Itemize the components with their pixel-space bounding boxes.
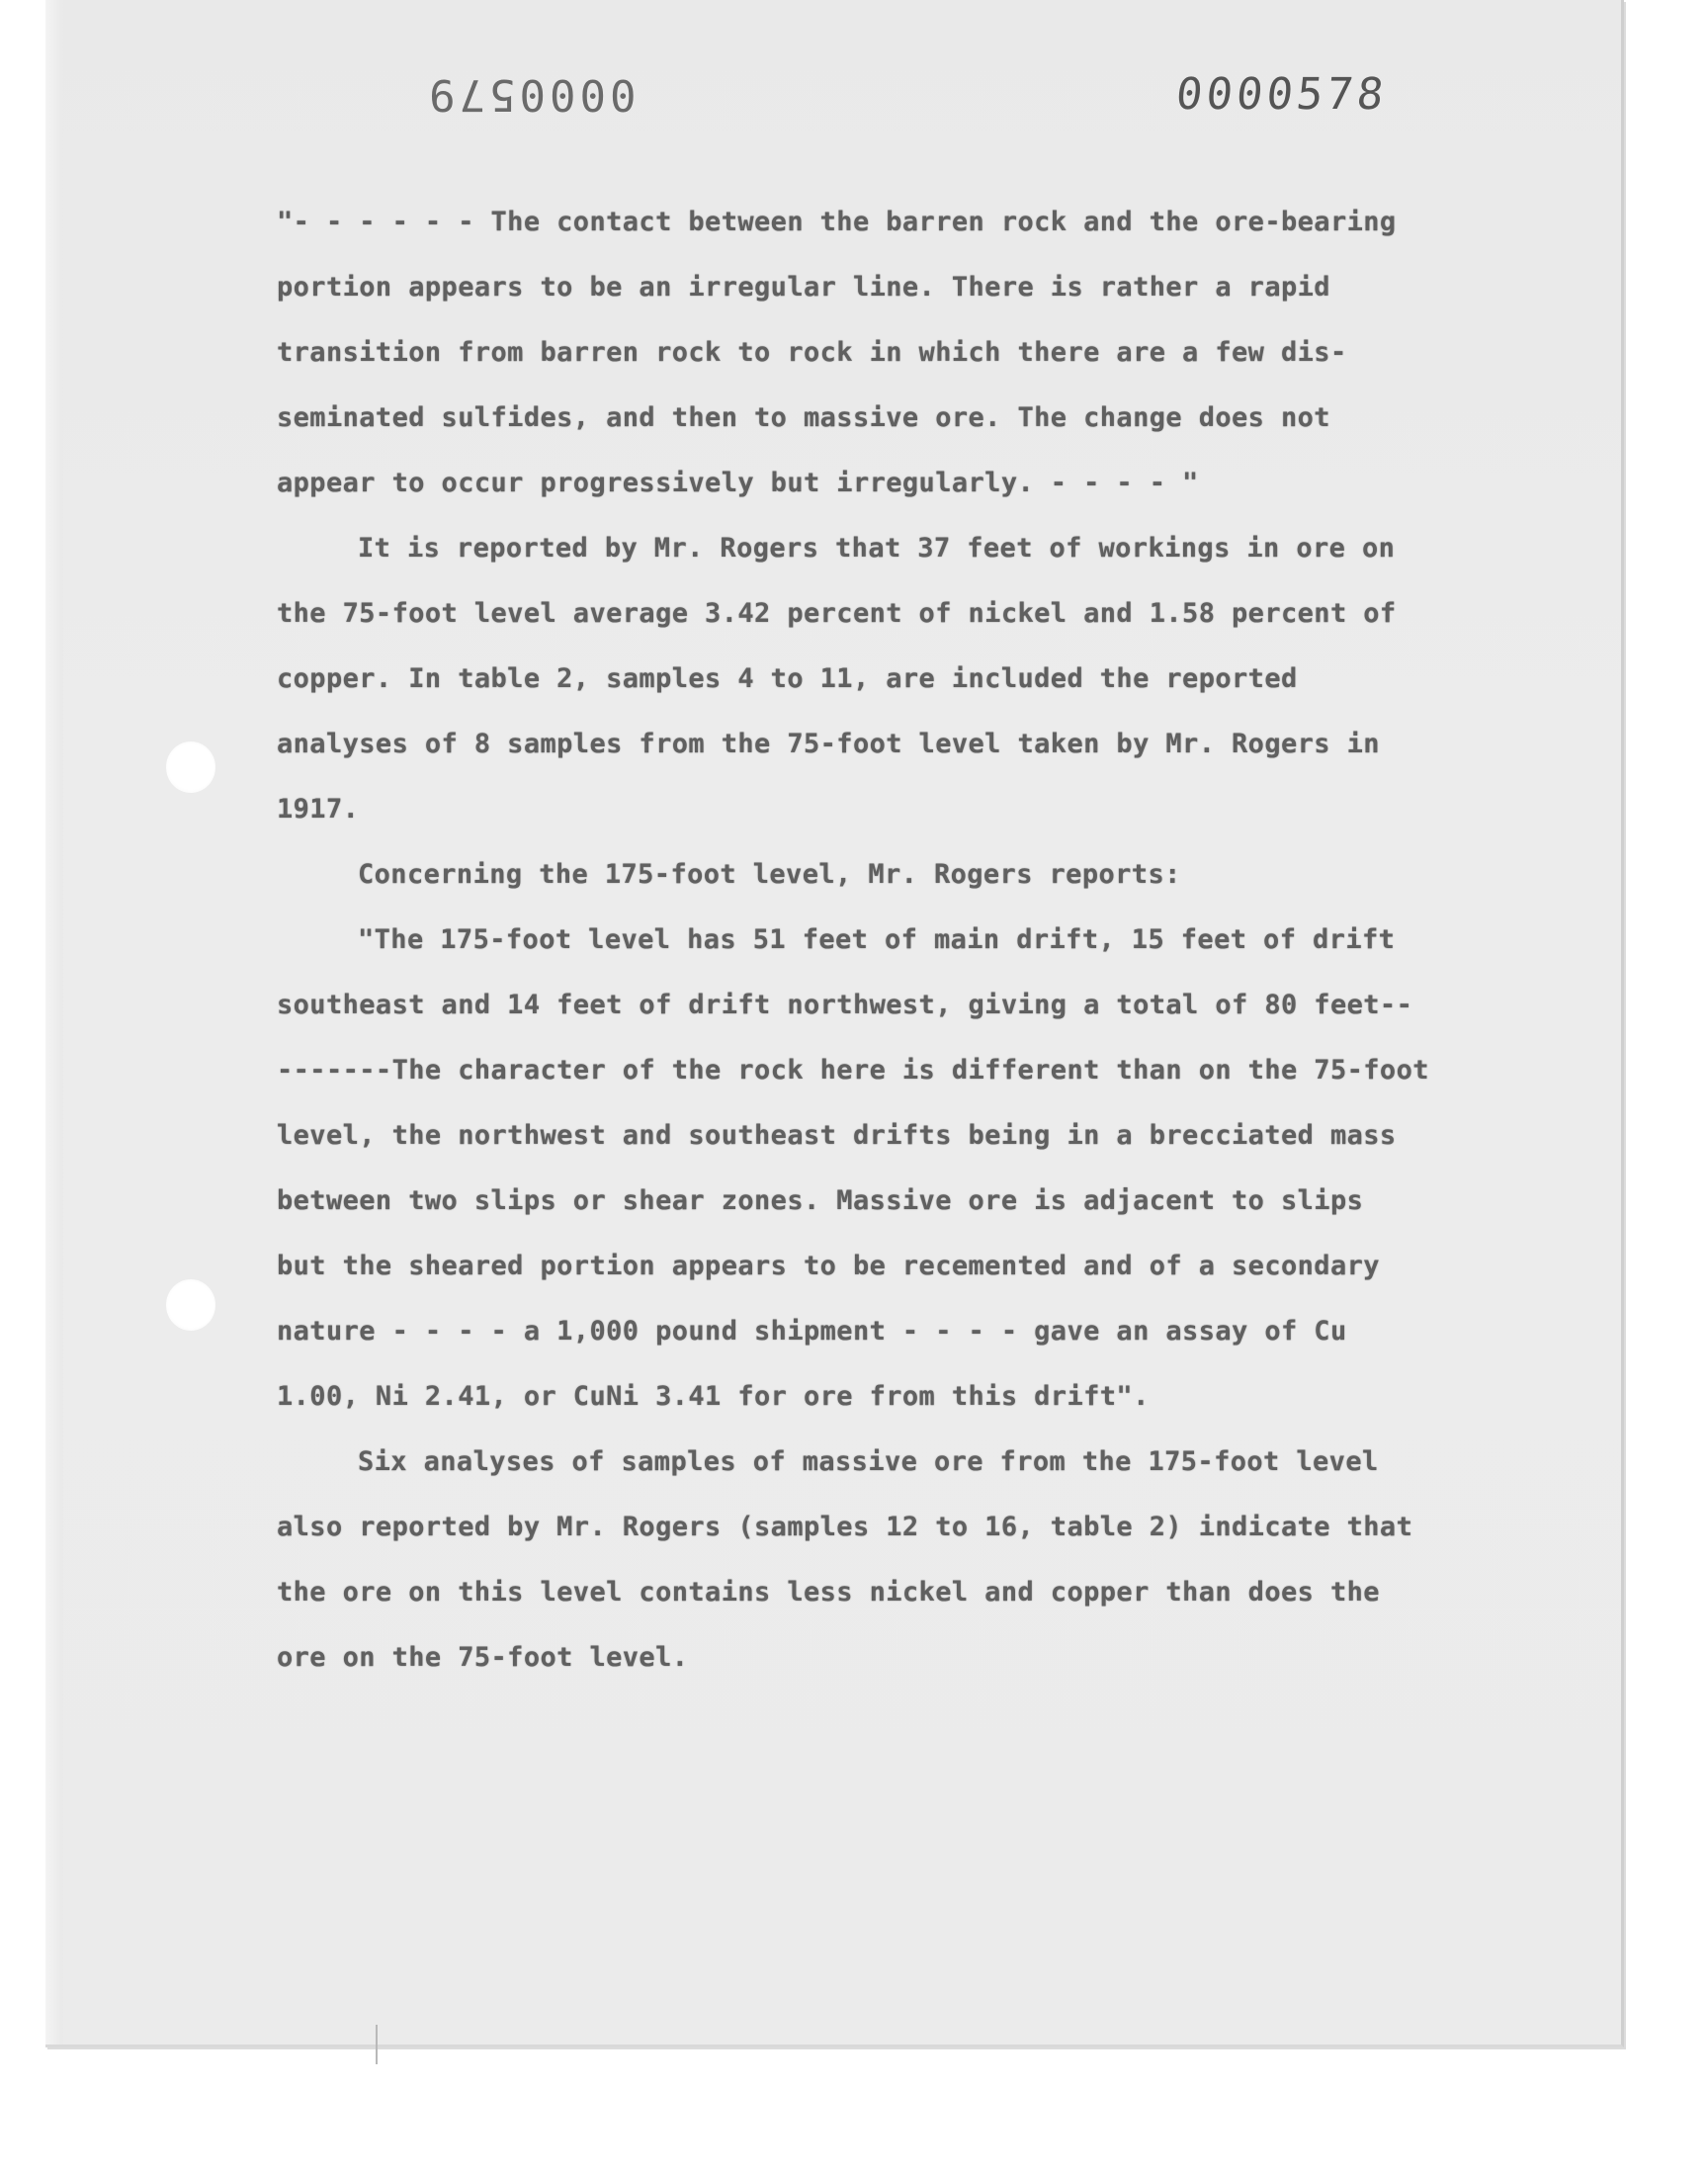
text-line: appear to occur progressively but irregularly. - - - - " — [277, 468, 1199, 498]
text-line: 1917. — [277, 794, 360, 825]
text-line: the ore on this level contains less nickel and copper than does the — [277, 1577, 1380, 1608]
text-line: but the sheared portion appears to be recemented and of a secondary — [277, 1251, 1380, 1281]
punch-hole-upper — [166, 741, 215, 793]
sheet-left-edge — [45, 0, 63, 2044]
text-line: also reported by Mr. Rogers (samples 12 to 16, table 2) indicate that — [277, 1512, 1413, 1542]
text-line: portion appears to be an irregular line. There is rather a rapid — [277, 272, 1330, 303]
text-line: nature - - - - a 1,000 pound shipment - - - - gave an assay of Cu — [277, 1316, 1347, 1347]
text-line: copper. In table 2, samples 4 to 11, are included the reported — [277, 663, 1298, 694]
text-line: 1.00, Ni 2.41, or CuNi 3.41 for ore from this drift". — [277, 1381, 1150, 1412]
text-line: ore on the 75-foot level. — [277, 1642, 689, 1673]
page-number-stamp-left: 0000579 — [425, 69, 637, 120]
text-line: analyses of 8 samples from the 75-foot level taken by Mr. Rogers in — [277, 729, 1380, 759]
page-number-stamp-right: 0000578 — [1173, 69, 1391, 120]
text-line: southeast and 14 feet of drift northwest, giving a total of 80 feet-- — [277, 990, 1413, 1020]
text-line: between two slips or shear zones. Massive ore is adjacent to slips — [277, 1185, 1364, 1216]
text-line: "The 175-foot level has 51 feet of main drift, 15 feet of drift — [358, 924, 1396, 955]
text-line: level, the northwest and southeast drifts being in a brecciated mass — [277, 1120, 1397, 1151]
text-line: Six analyses of samples of massive ore from the 175-foot level — [358, 1446, 1379, 1477]
text-line: Concerning the 175-foot level, Mr. Rogers reports: — [358, 859, 1181, 890]
text-line: It is reported by Mr. Rogers that 37 feet of workings in ore on — [358, 533, 1396, 564]
text-line: -------The character of the rock here is different than on the 75-foot — [277, 1055, 1429, 1086]
text-line: "- - - - - - The contact between the barren rock and the ore-bearing — [277, 207, 1397, 237]
punch-hole-lower — [166, 1279, 215, 1331]
body-text — [277, 190, 1443, 1691]
text-line: transition from barren rock to rock in which there are a few dis- — [277, 337, 1347, 368]
scan-tick-mark — [376, 2025, 378, 2064]
text-line: the 75-foot level average 3.42 percent of nickel and 1.58 percent of — [277, 598, 1397, 629]
text-line: seminated sulfides, and then to massive ore. The change does not — [277, 402, 1330, 433]
